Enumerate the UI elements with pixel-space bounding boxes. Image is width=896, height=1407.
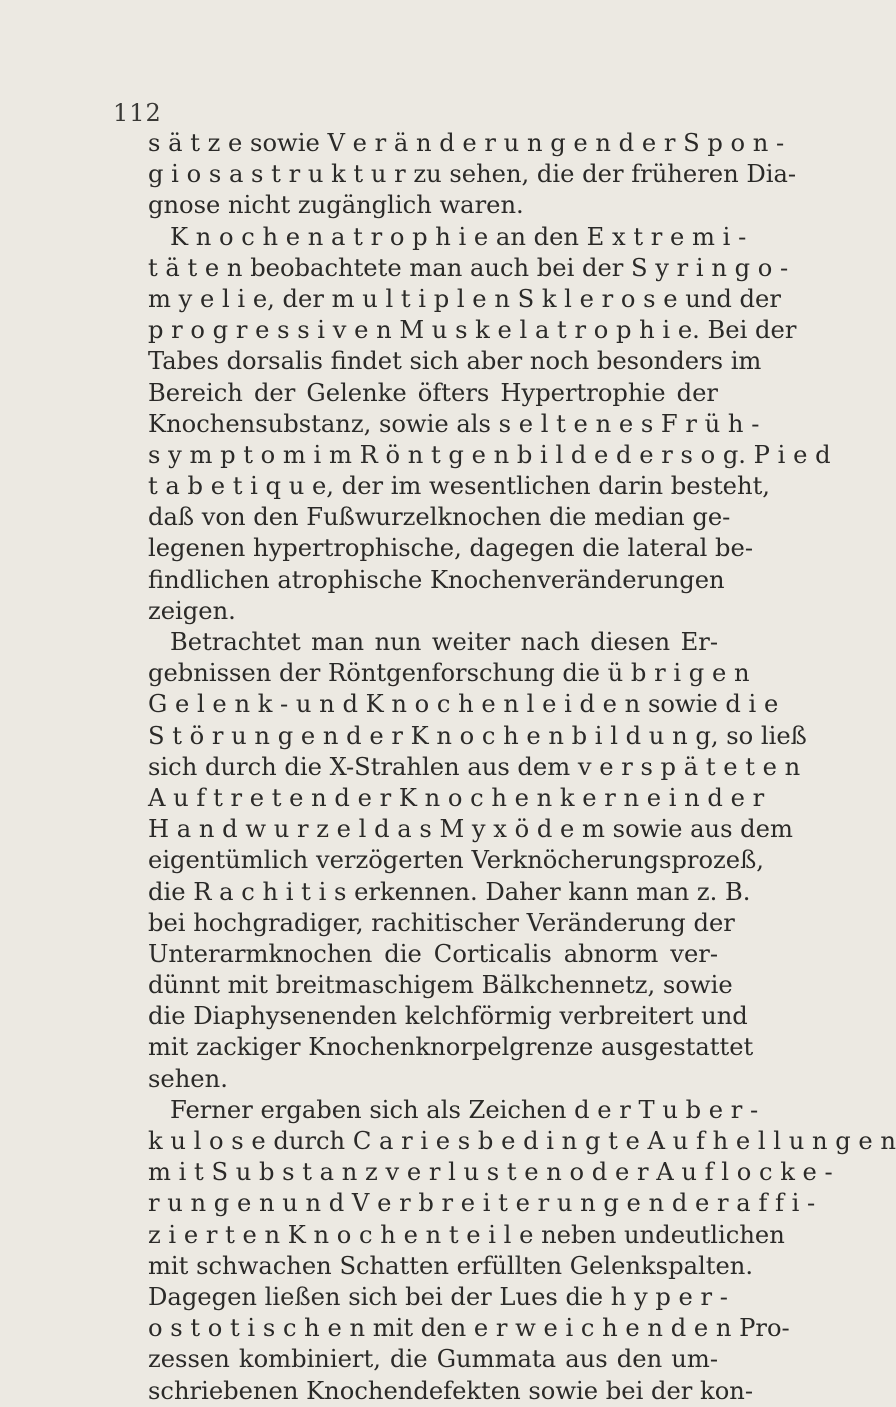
text-line: Ferner ergaben sich als Zeichen d e r T u b e r - — [170, 1095, 759, 1124]
text-line: s ä t z e sowie V e r ä n d e r u n g e n d e r S p o n - — [148, 129, 785, 157]
text-line: S t ö r u n g e n d e r K n o c h e n b i l d u n g, so ließ — [148, 721, 807, 750]
body-text — [148, 128, 896, 1407]
text-line: zessen kombiniert, die Gummata aus den um- — [148, 1345, 718, 1374]
text-line: o s t o t i s c h e n mit den e r w e i c h e n d e n Pro- — [148, 1314, 790, 1343]
text-line: findlichen atrophische Knochenveränderungen — [148, 565, 725, 594]
text-line: g i o s a s t r u k t u r zu sehen, die der früheren Dia- — [148, 160, 797, 189]
text-line: r u n g e n u n d V e r b r e i t e r u n g e n d e r a f f i - — [148, 1189, 816, 1218]
text-line: m y e l i e, der m u l t i p l e n S k l e r o s e und der — [148, 284, 781, 313]
text-line: zeigen. — [148, 596, 236, 625]
text-line: Bereich der Gelenke öfters Hypertrophie der — [148, 378, 718, 407]
text-line: die Diaphysenenden kelchförmig verbreitert und — [148, 1002, 748, 1031]
page-number: 112 — [113, 99, 162, 127]
text-line: sich durch die X-Strahlen aus dem v e r s p ä t e t e n — [148, 752, 801, 781]
text-line: schriebenen Knochendefekten sowie bei der kon- — [148, 1376, 754, 1405]
text-line: Knochensubstanz, sowie als s e l t e n e s F r ü h - — [148, 409, 760, 438]
text-line: k u l o s e durch C a r i e s b e d i n g t e A u f h e l l u n g e n — [148, 1127, 896, 1155]
text-line: t ä t e n beobachtete man auch bei der S y r i n g o - — [148, 253, 789, 282]
text-line: gebnissen der Röntgenforschung die ü b r i g e n — [148, 659, 750, 688]
text-line: mit schwachen Schatten erfüllten Gelenkspalten. — [148, 1251, 754, 1280]
text-line: bei hochgradiger, rachitischer Veränderung der — [148, 908, 735, 937]
text-line: dünnt mit breitmaschigem Bälkchennetz, sowie — [148, 971, 733, 1000]
text-line: eigentümlich verzögerten Verknöcherungsprozeß, — [148, 846, 764, 875]
text-line: H a n d w u r z e l d a s M y x ö d e m sowie aus dem — [148, 815, 793, 844]
text-line: Tabes dorsalis findet sich aber noch besonders im — [148, 347, 762, 376]
text-line: sehen. — [148, 1064, 228, 1093]
text-line: Betrachtet man nun weiter nach diesen Er- — [170, 628, 718, 656]
text-line: A u f t r e t e n d e r K n o c h e n k e r n e i n d e r — [148, 783, 765, 812]
text-line: Unterarmknochen die Corticalis abnorm ver- — [148, 939, 718, 968]
text-line: K n o c h e n a t r o p h i e an den E x t r e m i - — [170, 222, 747, 251]
text-line: mit zackiger Knochenknorpelgrenze ausgestattet — [148, 1033, 754, 1062]
text-line: G e l e n k - u n d K n o c h e n l e i d e n sowie d i e — [148, 690, 779, 719]
text-line: daß von den Fußwurzelknochen die median ge- — [148, 503, 731, 532]
text-line: m i t S u b s t a n z v e r l u s t e n o d e r A u f l o c k e - — [148, 1158, 833, 1187]
text-line: p r o g r e s s i v e n M u s k e l a t r o p h i e. Bei der — [148, 316, 797, 345]
text-line: z i e r t e n K n o c h e n t e i l e neben undeutlichen — [148, 1220, 785, 1249]
text-line: s y m p t o m i m R ö n t g e n b i l d e d e r s o g. P i e d — [148, 440, 831, 469]
text-line: t a b e t i q u e, der im wesentlichen darin besteht, — [148, 472, 770, 501]
text-line: Dagegen ließen sich bei der Lues die h y p e r - — [148, 1282, 728, 1311]
text-line: gnose nicht zugänglich waren. — [148, 191, 524, 220]
text-line: die R a c h i t i s erkennen. Daher kann man z. B. — [148, 877, 751, 906]
text-line: legenen hypertrophische, dagegen die lateral be- — [148, 534, 754, 563]
